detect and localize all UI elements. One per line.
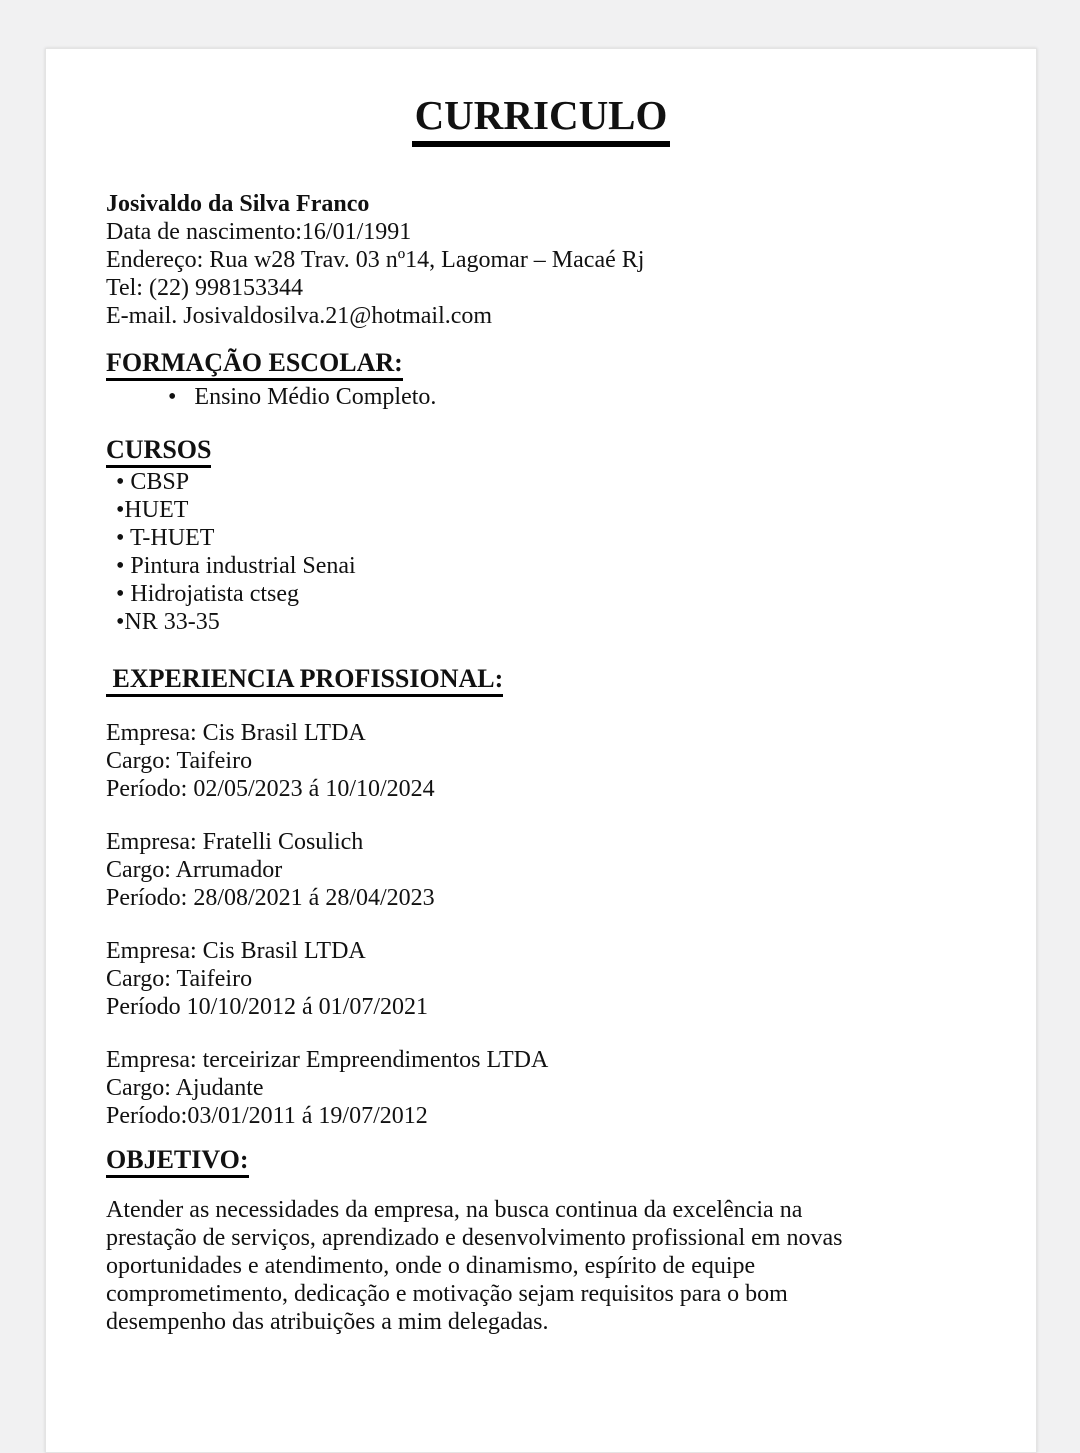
job-role: Cargo: Taifeiro: [106, 966, 253, 993]
job-company: Empresa: Cis Brasil LTDA: [106, 938, 366, 965]
document-title: CURRICULO: [412, 91, 671, 147]
bullet-icon: •: [168, 384, 177, 411]
contact-birth-date: Data de nascimento:16/01/1991: [106, 219, 412, 246]
job-entry: [106, 1046, 976, 1130]
contact-phone: Tel: (22) 998153344: [106, 275, 303, 302]
job-period: Período: 02/05/2023 á 10/10/2024: [106, 776, 435, 803]
course-item: •HUET: [116, 497, 189, 524]
contact-name: Josivaldo da Silva Franco: [106, 191, 370, 218]
contact-email: E-mail. Josivaldosilva.21@hotmail.com: [106, 303, 493, 330]
job-company: Empresa: Fratelli Cosulich: [106, 829, 364, 856]
education-item: [168, 383, 976, 411]
job-role: Cargo: Taifeiro: [106, 748, 253, 775]
objective-paragraph: [106, 1196, 976, 1336]
objective-line: Atender as necessidades da empresa, na busca continua da excelência na: [106, 1197, 803, 1224]
course-item: •NR 33-35: [116, 609, 220, 636]
objective-section-heading: [106, 1146, 976, 1178]
job-company: Empresa: terceirizar Empreendimentos LTDA: [106, 1047, 549, 1074]
courses-heading-text: CURSOS: [106, 436, 211, 468]
education-heading-text: FORMAÇÃO ESCOLAR:: [106, 349, 403, 381]
course-item: • Hidrojatista ctseg: [116, 581, 300, 608]
job-period: Período 10/10/2012 á 01/07/2021: [106, 994, 428, 1021]
education-item-text: Ensino Médio Completo.: [194, 384, 437, 411]
experience-heading-text: EXPERIENCIA PROFISSIONAL:: [106, 665, 503, 697]
resume-page: [45, 48, 1037, 1453]
course-item: • CBSP: [116, 469, 190, 496]
title-row: [106, 91, 976, 147]
experience-section-heading: [106, 665, 976, 697]
contact-address: Endereço: Rua w28 Trav. 03 nº14, Lagomar – Macaé Rj: [106, 247, 645, 274]
job-entry: [106, 719, 976, 803]
objective-line: desempenho das atribuições a mim delegadas.: [106, 1309, 549, 1336]
contact-block: [106, 190, 976, 330]
objective-line: prestação de serviços, aprendizado e desenvolvimento profissional em novas: [106, 1225, 843, 1252]
course-item: • T-HUET: [116, 525, 215, 552]
job-entry: [106, 828, 976, 912]
education-section-heading: [106, 349, 976, 381]
job-role: Cargo: Arrumador: [106, 857, 283, 884]
job-entry: [106, 937, 976, 1021]
objective-line: comprometimento, dedicação e motivação sejam requisitos para o bom: [106, 1281, 788, 1308]
job-company: Empresa: Cis Brasil LTDA: [106, 720, 366, 747]
job-period: Período: 28/08/2021 á 28/04/2023: [106, 885, 435, 912]
courses-section-heading: [106, 436, 976, 468]
objective-line: oportunidades e atendimento, onde o dinamismo, espírito de equipe: [106, 1253, 756, 1280]
course-list: [106, 468, 976, 636]
objective-heading-text: OBJETIVO:: [106, 1146, 249, 1178]
course-item: • Pintura industrial Senai: [116, 553, 356, 580]
job-role: Cargo: Ajudante: [106, 1075, 264, 1102]
job-period: Período:03/01/2011 á 19/07/2012: [106, 1103, 428, 1130]
